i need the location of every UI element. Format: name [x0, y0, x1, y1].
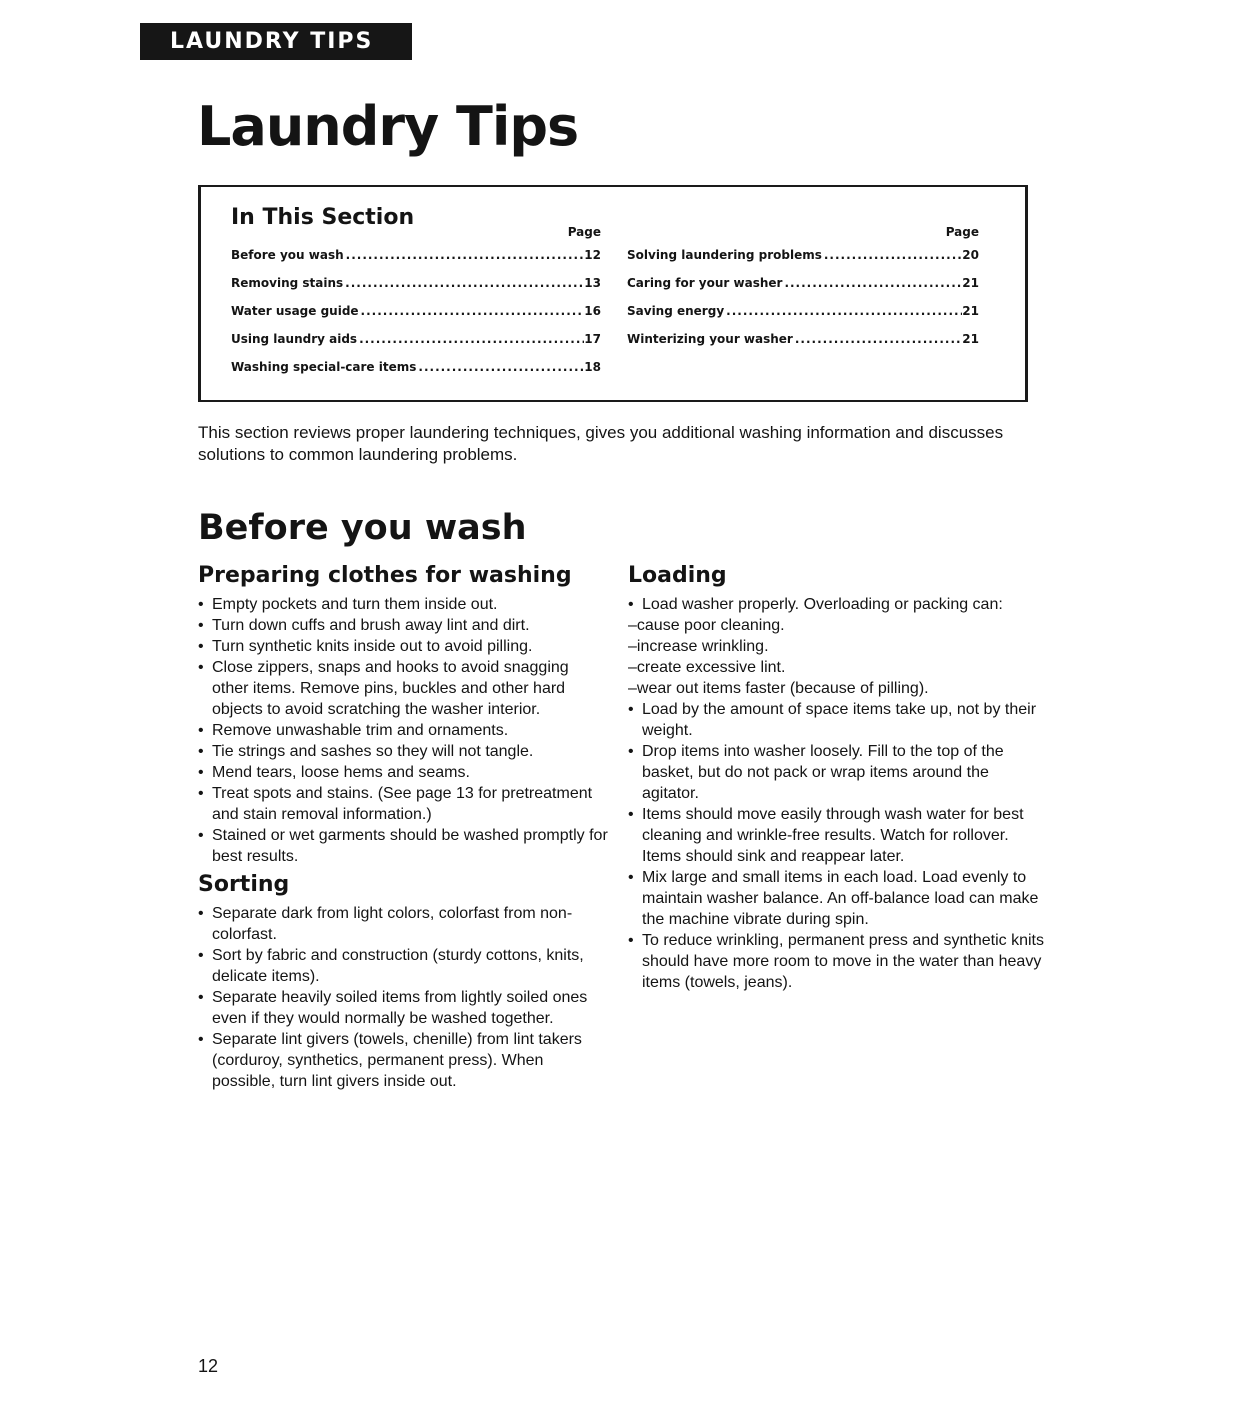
dot-leader	[822, 241, 962, 269]
entry-label: Winterizing your washer	[627, 332, 793, 346]
entry-page: 20	[962, 248, 979, 262]
loading-list	[628, 594, 1048, 699]
preparing-heading: Preparing clothes for washing	[198, 563, 572, 588]
entry-label: Washing special-care items	[231, 360, 417, 374]
list-item: • Tie strings and sashes so they will not tangle.	[198, 741, 608, 762]
dot-leader	[359, 297, 585, 325]
list-item: • Sort by fabric and construction (sturdy cottons, knits, delicate items).	[198, 945, 608, 987]
preparing-list	[198, 594, 608, 867]
list-item: • Separate heavily soiled items from lightly soiled ones even if they would normally be washed together.	[198, 987, 608, 1029]
section-title: Before you wash	[198, 508, 527, 548]
contents-entry	[231, 325, 601, 353]
sub-list-item	[628, 678, 1048, 699]
entry-label: Solving laundering problems	[627, 248, 822, 262]
entry-page: 21	[962, 276, 979, 290]
entry-page: 21	[962, 332, 979, 346]
intro-paragraph: This section reviews proper laundering techniques, gives you additional washing information and discusses solutions to common laundering problems.	[198, 423, 1004, 464]
contents-column-right	[627, 224, 979, 353]
dot-leader	[724, 297, 962, 325]
list-item: • Close zippers, snaps and hooks to avoid snagging other items. Remove pins, buckles and other hard objects to avoid scratching the washer interior.	[198, 657, 608, 720]
loading-heading: Loading	[628, 563, 727, 588]
list-item: • Mend tears, loose hems and seams.	[198, 762, 608, 783]
list-item: • Items should move easily through wash water for best cleaning and wrinkle-free results. Watch for rollover. Items should sink and reappear later.	[628, 804, 1048, 867]
list-item: • Turn down cuffs and brush away lint and dirt.	[198, 615, 608, 636]
sub-item-text: –wear out items faster (because of pilling).	[628, 680, 929, 697]
left-column	[198, 558, 608, 1092]
list-item: • Empty pockets and turn them inside out.	[198, 594, 608, 615]
entry-page: 12	[584, 248, 601, 262]
list-item: • Separate lint givers (towels, chenille) from lint takers (corduroy, synthetics, permanent press). When possible, turn lint givers inside out.	[198, 1029, 608, 1092]
contents-entry	[627, 325, 979, 353]
dot-leader	[416, 353, 584, 381]
contents-column-left	[231, 224, 601, 381]
list-item: • To reduce wrinkling, permanent press and synthetic knits should have more room to move in the water than heavy items (towels, jeans).	[628, 930, 1048, 993]
dot-leader	[357, 325, 584, 353]
sub-list-item	[628, 615, 1048, 636]
entry-label: Removing stains	[231, 276, 344, 290]
entry-page: 16	[584, 304, 601, 318]
contents-entry	[231, 297, 601, 325]
page-number: 12	[198, 1356, 219, 1376]
list-item: • Load washer properly. Overloading or packing can:	[628, 594, 1048, 615]
contents-entry	[627, 241, 979, 269]
contents-entry	[231, 269, 601, 297]
entry-page: 17	[584, 332, 601, 346]
dot-leader	[793, 325, 962, 353]
sorting-heading: Sorting	[198, 872, 290, 897]
entry-page: 18	[584, 360, 601, 374]
entry-label: Before you wash	[231, 248, 344, 262]
entry-label: Saving energy	[627, 304, 725, 318]
right-column	[628, 558, 1048, 993]
contents-entry	[231, 353, 601, 381]
dot-leader	[782, 269, 962, 297]
entry-page: 13	[584, 276, 601, 290]
page-column-header: Page	[945, 225, 979, 239]
sub-list-item	[628, 636, 1048, 657]
section-tab: LAUNDRY TIPS	[140, 23, 412, 60]
sorting-list	[198, 903, 608, 1092]
list-item: • Mix large and small items in each load. Load evenly to maintain washer balance. An off-balance load can make the machine vibrate during spin.	[628, 867, 1048, 930]
contents-entry	[231, 241, 601, 269]
page-column-header: Page	[567, 225, 601, 239]
list-item: • Load by the amount of space items take up, not by their weight.	[628, 699, 1048, 741]
entry-page: 21	[962, 304, 979, 318]
list-item: • Turn synthetic knits inside out to avoid pilling.	[198, 636, 608, 657]
section-contents-box	[198, 185, 1028, 402]
entry-label: Using laundry aids	[231, 332, 358, 346]
loading-list-continued	[628, 699, 1048, 993]
contents-entry	[627, 269, 979, 297]
list-item: • Drop items into washer loosely. Fill to the top of the basket, but do not pack or wrap items around the agitator.	[628, 741, 1048, 804]
contents-heading: In This Section	[231, 205, 415, 230]
list-item: • Remove unwashable trim and ornaments.	[198, 720, 608, 741]
dot-leader	[344, 241, 585, 269]
list-item: • Stained or wet garments should be washed promptly for best results.	[198, 825, 608, 867]
list-item: • Treat spots and stains. (See page 13 for pretreatment and stain removal information.)	[198, 783, 608, 825]
dot-leader	[343, 269, 584, 297]
contents-entry	[627, 297, 979, 325]
list-item: • Separate dark from light colors, colorfast from non-colorfast.	[198, 903, 608, 945]
page-title: Laundry Tips	[197, 95, 579, 158]
sub-item-text: –cause poor cleaning.	[628, 617, 785, 634]
entry-label: Water usage guide	[231, 304, 359, 318]
sub-item-text: –increase wrinkling.	[628, 638, 769, 655]
entry-label: Caring for your washer	[627, 276, 783, 290]
sub-list-item	[628, 657, 1048, 678]
sub-item-text: –create excessive lint.	[628, 659, 786, 676]
